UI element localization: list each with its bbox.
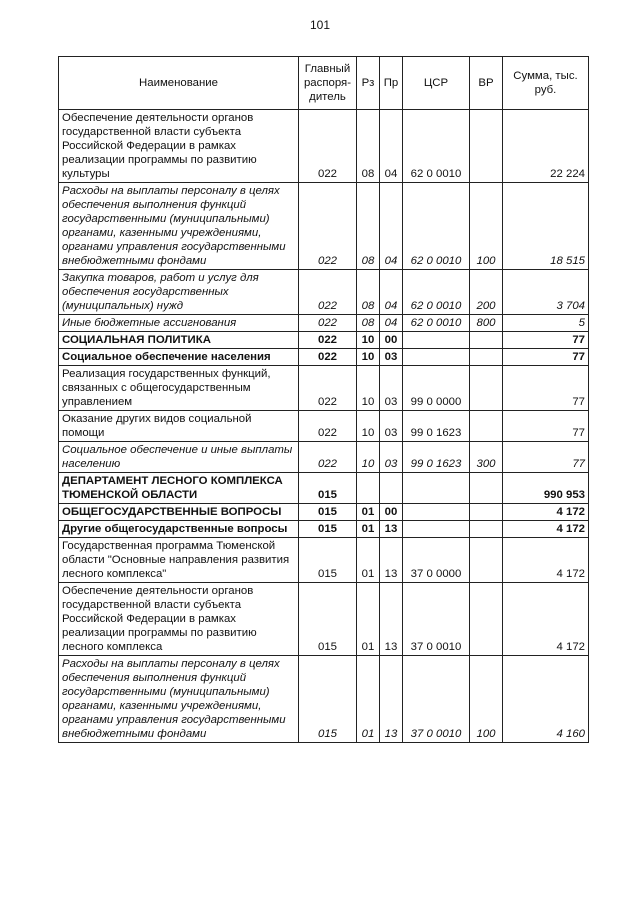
row-amount: 990 953 [503, 473, 589, 504]
row-main-manager: 015 [299, 504, 357, 521]
row-amount: 77 [503, 366, 589, 411]
row-subsection: 04 [380, 315, 403, 332]
row-section: 10 [357, 411, 380, 442]
row-expense-type [470, 473, 503, 504]
table-row [59, 411, 589, 442]
row-name: Социальное обеспечение населения [59, 349, 299, 366]
row-section: 10 [357, 349, 380, 366]
table-row [59, 473, 589, 504]
row-name: Иные бюджетные ассигнования [59, 315, 299, 332]
row-main-manager: 022 [299, 366, 357, 411]
row-name: Другие общегосударственные вопросы [59, 521, 299, 538]
row-subsection: 00 [380, 332, 403, 349]
row-amount: 77 [503, 332, 589, 349]
row-name: Расходы на выплаты персоналу в целях обеспечения выполнения функций государственными (муниципальными) органами, казенными учреждениями, органами управления государственными внебюджетными фондами [59, 183, 299, 270]
row-target-item [403, 504, 470, 521]
row-expense-type [470, 110, 503, 183]
row-subsection: 03 [380, 366, 403, 411]
row-amount: 77 [503, 349, 589, 366]
row-expense-type [470, 504, 503, 521]
row-name: СОЦИАЛЬНАЯ ПОЛИТИКА [59, 332, 299, 349]
table-row [59, 442, 589, 473]
row-expense-type [470, 583, 503, 656]
row-subsection: 04 [380, 183, 403, 270]
row-target-item: 62 0 0010 [403, 183, 470, 270]
table-row [59, 270, 589, 315]
row-main-manager: 015 [299, 656, 357, 743]
table-row [59, 183, 589, 270]
row-target-item: 62 0 0010 [403, 270, 470, 315]
header-amount: Сумма, тыс. руб. [503, 57, 589, 110]
row-target-item [403, 332, 470, 349]
table-row [59, 349, 589, 366]
table-row [59, 583, 589, 656]
row-target-item [403, 473, 470, 504]
row-section: 08 [357, 183, 380, 270]
row-main-manager: 022 [299, 332, 357, 349]
row-section: 08 [357, 270, 380, 315]
row-section: 08 [357, 110, 380, 183]
row-expense-type [470, 332, 503, 349]
row-target-item: 37 0 0010 [403, 656, 470, 743]
row-section [357, 473, 380, 504]
row-name: Обеспечение деятельности органов государственной власти субъекта Российской Федерации в рамках реализации программы по развитию культуры [59, 110, 299, 183]
row-amount: 3 704 [503, 270, 589, 315]
row-amount: 4 172 [503, 583, 589, 656]
row-expense-type: 100 [470, 656, 503, 743]
budget-table [58, 56, 589, 743]
table-body [59, 110, 589, 743]
row-section: 10 [357, 366, 380, 411]
row-target-item: 62 0 0010 [403, 315, 470, 332]
row-subsection: 13 [380, 656, 403, 743]
row-name: ДЕПАРТАМЕНТ ЛЕСНОГО КОМПЛЕКСА ТЮМЕНСКОЙ ОБЛАСТИ [59, 473, 299, 504]
row-main-manager: 022 [299, 349, 357, 366]
row-section: 01 [357, 521, 380, 538]
row-amount: 4 172 [503, 538, 589, 583]
table-header-row [59, 57, 589, 110]
table-row [59, 656, 589, 743]
row-target-item [403, 521, 470, 538]
row-target-item: 37 0 0000 [403, 538, 470, 583]
row-amount: 18 515 [503, 183, 589, 270]
row-subsection: 13 [380, 538, 403, 583]
header-target-item: ЦСР [403, 57, 470, 110]
row-section: 10 [357, 332, 380, 349]
header-name: Наименование [59, 57, 299, 110]
row-target-item: 99 0 1623 [403, 411, 470, 442]
row-amount: 77 [503, 442, 589, 473]
row-expense-type [470, 538, 503, 583]
row-expense-type: 100 [470, 183, 503, 270]
row-expense-type [470, 411, 503, 442]
row-name: Оказание других видов социальной помощи [59, 411, 299, 442]
table-row [59, 315, 589, 332]
row-amount: 5 [503, 315, 589, 332]
row-subsection: 13 [380, 583, 403, 656]
row-amount: 77 [503, 411, 589, 442]
row-target-item: 99 0 0000 [403, 366, 470, 411]
row-subsection: 13 [380, 521, 403, 538]
table-row [59, 110, 589, 183]
row-expense-type: 300 [470, 442, 503, 473]
row-amount: 22 224 [503, 110, 589, 183]
row-main-manager: 022 [299, 110, 357, 183]
row-subsection: 03 [380, 349, 403, 366]
row-section: 01 [357, 583, 380, 656]
row-main-manager: 022 [299, 411, 357, 442]
row-main-manager: 015 [299, 521, 357, 538]
row-main-manager: 015 [299, 583, 357, 656]
table-row [59, 332, 589, 349]
row-section: 01 [357, 656, 380, 743]
row-expense-type: 200 [470, 270, 503, 315]
row-main-manager: 015 [299, 538, 357, 583]
row-target-item: 62 0 0010 [403, 110, 470, 183]
row-amount: 4 172 [503, 504, 589, 521]
header-section: Рз [357, 57, 380, 110]
header-main-manager: Главный распоря-дитель [299, 57, 357, 110]
row-expense-type: 800 [470, 315, 503, 332]
table-row [59, 538, 589, 583]
row-name: ОБЩЕГОСУДАРСТВЕННЫЕ ВОПРОСЫ [59, 504, 299, 521]
row-name: Обеспечение деятельности органов государственной власти субъекта Российской Федерации в рамках реализации программы по развитию лесного комплекса [59, 583, 299, 656]
row-main-manager: 022 [299, 270, 357, 315]
row-target-item: 37 0 0010 [403, 583, 470, 656]
row-name: Государственная программа Тюменской области "Основные направления развития лесного комплекса" [59, 538, 299, 583]
header-subsection: Пр [380, 57, 403, 110]
row-expense-type [470, 349, 503, 366]
row-target-item [403, 349, 470, 366]
row-subsection: 03 [380, 442, 403, 473]
row-amount: 4 172 [503, 521, 589, 538]
row-main-manager: 015 [299, 473, 357, 504]
header-expense-type: ВР [470, 57, 503, 110]
row-name: Расходы на выплаты персоналу в целях обеспечения выполнения функций государственными (муниципальными) органами, казенными учреждениями, органами управления государственными внебюджетными фондами [59, 656, 299, 743]
row-main-manager: 022 [299, 442, 357, 473]
table-row [59, 366, 589, 411]
row-expense-type [470, 521, 503, 538]
row-main-manager: 022 [299, 315, 357, 332]
page-number: 101 [309, 18, 331, 32]
row-subsection: 04 [380, 110, 403, 183]
row-section: 08 [357, 315, 380, 332]
row-expense-type [470, 366, 503, 411]
row-amount: 4 160 [503, 656, 589, 743]
row-subsection: 03 [380, 411, 403, 442]
row-subsection [380, 473, 403, 504]
row-subsection: 04 [380, 270, 403, 315]
row-name: Закупка товаров, работ и услуг для обеспечения государственных (муниципальных) нужд [59, 270, 299, 315]
table-row [59, 521, 589, 538]
row-name: Реализация государственных функций, связанных с общегосударственным управлением [59, 366, 299, 411]
row-name: Социальное обеспечение и иные выплаты населению [59, 442, 299, 473]
row-subsection: 00 [380, 504, 403, 521]
row-section: 01 [357, 538, 380, 583]
row-section: 01 [357, 504, 380, 521]
row-target-item: 99 0 1623 [403, 442, 470, 473]
table-row [59, 504, 589, 521]
row-main-manager: 022 [299, 183, 357, 270]
row-section: 10 [357, 442, 380, 473]
